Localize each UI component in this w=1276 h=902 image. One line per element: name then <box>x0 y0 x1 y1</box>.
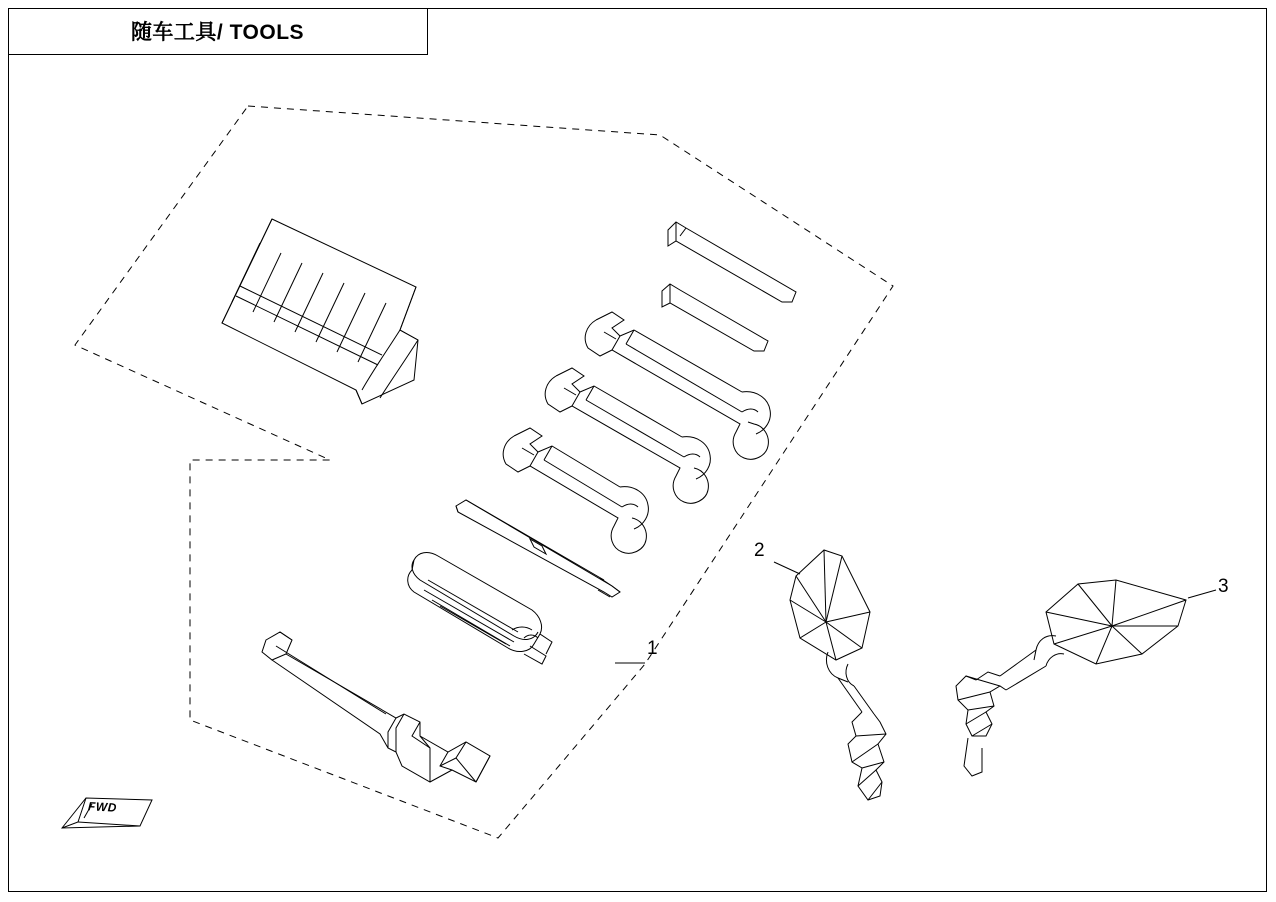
tool-kit-boundary <box>75 106 893 838</box>
page-title: 随车工具/ TOOLS <box>130 21 305 44</box>
callout-2: 2 <box>754 540 765 561</box>
callout-leader-2 <box>774 562 800 574</box>
open-end-wrench-1 <box>585 312 770 459</box>
callout-leader-3 <box>1188 590 1216 598</box>
spark-plug-wrench <box>262 632 490 782</box>
fwd-label: FWD <box>87 799 118 815</box>
screwdriver-bit <box>456 500 620 597</box>
tool-roll-pouch <box>222 219 418 404</box>
callout-1: 1 <box>647 638 658 659</box>
allen-key-large <box>668 222 796 302</box>
open-end-wrench-2 <box>545 368 710 503</box>
callout-3: 3 <box>1218 576 1229 597</box>
allen-key-small <box>662 284 768 351</box>
mirror-right <box>956 580 1186 776</box>
mirror-left <box>790 550 886 800</box>
screwdriver-handle <box>408 553 552 664</box>
